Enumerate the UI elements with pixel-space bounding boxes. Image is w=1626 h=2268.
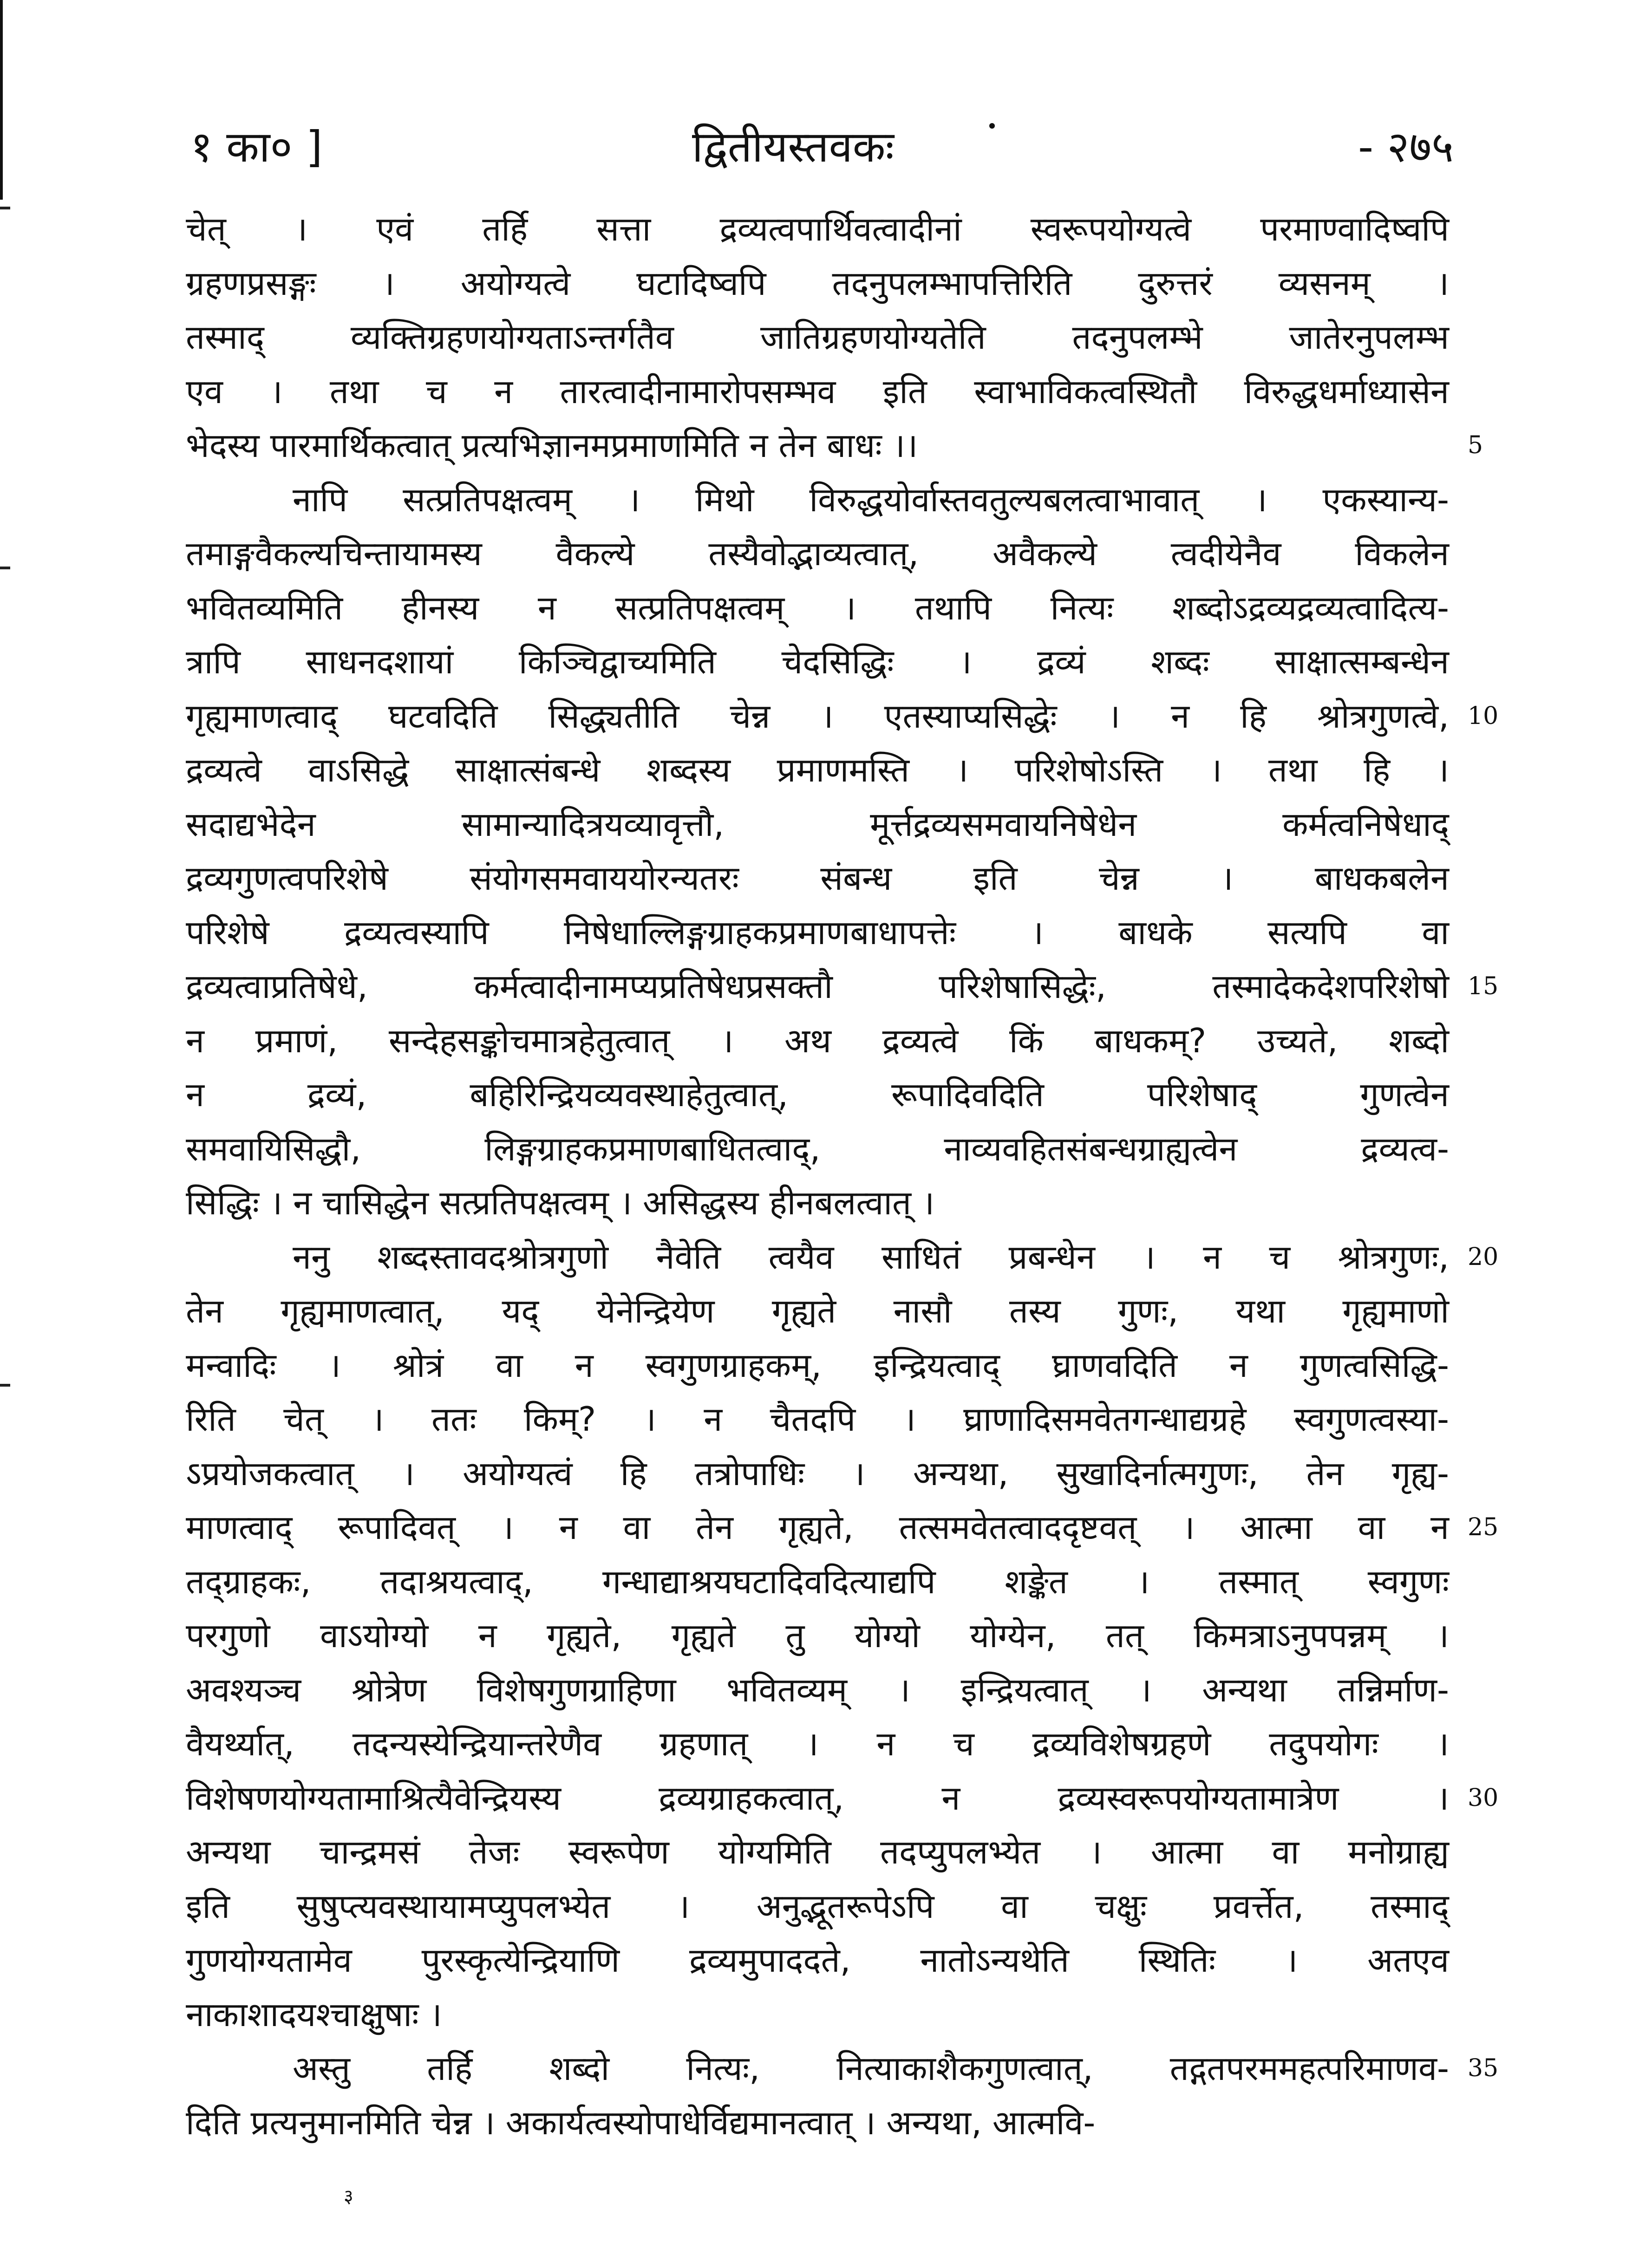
line-text: गृह्यमाणत्वाद् घटवदिति सिद्ध्यतीति चेन्न । एतस्याप्यसिद्धेः । न हि श्रोत्रगुणत्वे, [186, 696, 1449, 736]
line-text: परिशेषे द्रव्यत्वस्यापि निषेधाल्लिङ्गग्राहकप्रमाणबाधापत्तेः । बाधके सत्यपि वा [186, 912, 1449, 952]
line-text: रिति चेत् । ततः किम्? । न चैतदपि । घ्राणादिसमवेतगन्धाद्यग्रहे स्वगुणत्वस्या- [186, 1400, 1449, 1439]
page-edge-line [0, 0, 3, 200]
page-header [190, 116, 1454, 176]
text-line [186, 635, 1449, 689]
line-number: 30 [1468, 1784, 1499, 1812]
text-line [186, 256, 1449, 311]
line-number: 20 [1468, 1243, 1499, 1271]
line-text: माणत्वाद् रूपादिवत् । न वा तेन गृह्यते, तत्समवेतत्वाददृष्टवत् । आत्मा वा न [186, 1508, 1449, 1547]
text-line [186, 1068, 1449, 1122]
line-text: वैयर्थ्यात्, तदन्यस्येन्द्रियान्तरेणैव ग्रहणात् । न च द्रव्यविशेषग्रहणे तदुपयोगः । [186, 1724, 1449, 1763]
text-line [186, 1176, 1449, 1230]
text-line [186, 1014, 1449, 1068]
text-line [186, 581, 1449, 635]
text-line [186, 365, 1449, 419]
line-text: एव । तथा च न तारत्वादीनामारोपसम्भव इति स्वाभाविकत्वस्थितौ विरुद्धधर्माध्यासेन [186, 371, 1449, 411]
text-line [186, 202, 1449, 256]
text-line [186, 1933, 1449, 1988]
line-text: तेन गृह्यमाणत्वात्, यद् येनेन्द्रियेण गृह्यते नासौ तस्य गुणः, यथा गृह्यमाणो [186, 1291, 1449, 1330]
line-text: ऽप्रयोजकत्वात् । अयोग्यत्वं हि तत्रोपाधिः । अन्यथा, सुखादिर्नात्मगुणः, तेन गृह्य- [186, 1453, 1449, 1493]
page-title: द्वितीयस्तवकः [692, 122, 894, 172]
line-text: तस्माद् व्यक्तिग्रहणयोग्यताऽन्तर्गतैव जातिग्रहणयोग्यतेति तदनुपलम्भे जातेरनुपलम्भ [186, 318, 1449, 357]
text-line [186, 1663, 1449, 1717]
text-line [186, 1230, 1499, 1284]
line-text: नापि सत्प्रतिपक्षत्वम् । मिथो विरुद्धयोर्वास्तवतुल्यबलत्वाभावात् । एकस्यान्य- [293, 480, 1449, 519]
line-text: मन्वादिः । श्रोत्रं वा न स्वगुणग्राहकम्, इन्द्रियत्वाद् घ्राणवदिति न गुणत्वसिद्धि- [186, 1345, 1449, 1385]
line-number: 35 [1468, 2054, 1499, 2082]
line-text: भेदस्य पारमार्थिकत्वात् प्रत्यभिज्ञानमप्रमाणमिति न तेन बाधः ।। [186, 426, 918, 465]
line-number: 10 [1468, 702, 1499, 730]
line-text: इति सुषुप्त्यवस्थायामप्युपलभ्येत । अनुद्भूतरूपेऽपि वा चक्षुः प्रवर्त्तेत, तस्माद् [186, 1886, 1449, 1926]
text-line [186, 527, 1449, 581]
text-line [186, 473, 1449, 527]
text-line [186, 1555, 1449, 1609]
line-text: नाकाशादयश्चाक्षुषाः । [186, 1994, 442, 2034]
text-line [186, 2041, 1499, 2096]
text-line [186, 689, 1499, 743]
text-line [186, 1771, 1499, 1825]
line-text: ग्रहणप्रसङ्गः । अयोग्यत्वे घटादिष्वपि तदनुपलम्भापत्तिरिति दुरुत्तरं व्यसनम् । [186, 263, 1449, 303]
line-number: 15 [1468, 972, 1499, 1000]
text-line [186, 1879, 1449, 1934]
line-text: त्रापि साधनदशायां किञ्चिद्वाच्यमिति चेदसिद्धिः । द्रव्यं शब्दः साक्षात्सम्बन्धेन [186, 642, 1449, 681]
text-line [186, 959, 1499, 1014]
footer-mark: ३ [344, 2186, 353, 2207]
line-text: अन्यथा चान्द्रमसं तेजः स्वरूपेण योग्यमिति तदप्युपलभ्येत । आत्मा वा मनोग्राह्य [186, 1832, 1449, 1871]
line-text: सिद्धिः । न चासिद्धेन सत्प्रतिपक्षत्वम् । असिद्धस्य हीनबलत्वात् । [186, 1183, 935, 1222]
margin-mark [0, 567, 10, 569]
text-line [186, 1825, 1449, 1879]
line-text: न द्रव्यं, बहिरिन्द्रियव्यवस्थाहेतुत्वात्, रूपादिवदिति परिशेषाद् गुणत्वेन [186, 1075, 1449, 1114]
text-line [186, 1338, 1449, 1393]
line-text: न प्रमाणं, सन्देहसङ्कोचमात्रहेतुत्वात् । अथ द्रव्यत्वे किं बाधकम्? उच्यते, शब्दो [186, 1021, 1449, 1060]
line-text: दिति प्रत्यनुमानमिति चेन्न । अकार्यत्वस्योपाधेर्विद्यमानत्वात् । अन्यथा, आत्मवि- [186, 2103, 1096, 2142]
body-text [186, 202, 1499, 2150]
text-line [186, 1988, 1449, 2042]
text-line [186, 1447, 1449, 1501]
line-text: समवायिसिद्धौ, लिङ्गग्राहकप्रमाणबाधितत्वाद्, नाव्यवहितसंबन्धग्राह्यत्वेन द्रव्यत्व- [186, 1129, 1449, 1168]
line-text: अस्तु तर्हि शब्दो नित्यः, नित्याकाशैकगुणत्वात्, तद्गतपरममहत्परिमाणव- [293, 2049, 1449, 2088]
text-line [186, 906, 1449, 960]
text-line [186, 851, 1449, 906]
line-text: तद्ग्राहकः, तदाश्रयत्वाद्, गन्धाद्याश्रयघटादिवदित्याद्यपि शङ्केत । तस्मात् स्वगुणः [186, 1562, 1449, 1601]
text-line [186, 2096, 1449, 2150]
page-number: - २७५ [1358, 122, 1454, 172]
line-text: द्रव्यत्वे वाऽसिद्धे साक्षात्संबन्धे शब्दस्य प्रमाणमस्ति । परिशेषोऽस्ति । तथा हि । [186, 750, 1449, 789]
line-text: चेत् । एवं तर्हि सत्ता द्रव्यत्वपार्थिवत्वादीनां स्वरूपयोग्यत्वे परमाण्वादिष्वपि [186, 209, 1449, 248]
line-text: परगुणो वाऽयोग्यो न गृह्यते, गृह्यते तु योग्यो योग्येन, तत् किमत्राऽनुपपन्नम् । [186, 1616, 1449, 1655]
text-line [186, 797, 1449, 852]
line-text: गुणयोग्यतामेव पुरस्कृत्येन्द्रियाणि द्रव्यमुपाददते, नातोऽन्यथेति स्थितिः । अतएव [186, 1941, 1449, 1980]
chapter-marker: १ का० ] [190, 122, 323, 172]
text-line [186, 310, 1449, 365]
text-line [186, 1284, 1449, 1338]
line-text: अवश्यञ्च श्रोत्रेण विशेषगुणग्राहिणा भवितव्यम् । इन्द्रियत्वात् । अन्यथा तन्निर्माण- [186, 1670, 1449, 1709]
text-line [186, 418, 1483, 473]
line-text: तमाङ्गवैकल्यचिन्तायामस्य वैकल्ये तस्यैवोद्भाव्यत्वात्, अवैकल्ये त्वदीयेनैव विकलेन [186, 534, 1449, 573]
text-line [186, 1500, 1499, 1555]
text-line [186, 1609, 1449, 1663]
line-number: 25 [1468, 1513, 1499, 1541]
line-text: भवितव्यमिति हीनस्य न सत्प्रतिपक्षत्वम् । तथापि नित्यः शब्दोऽद्रव्यद्रव्यत्वादित्य- [186, 588, 1449, 627]
line-number: 5 [1468, 431, 1483, 459]
text-line [186, 1392, 1449, 1447]
line-text: विशेषणयोग्यतामाश्रित्यैवेन्द्रियस्य द्रव्यग्राहकत्वात्, न द्रव्यस्वरूपयोग्यतामात्रेण । [186, 1778, 1449, 1818]
text-line [186, 1122, 1449, 1176]
margin-mark [0, 1384, 10, 1387]
text-line [186, 1717, 1449, 1771]
line-text: द्रव्यगुणत्वपरिशेषे संयोगसमवाययोरन्यतरः संबन्ध इति चेन्न । बाधकबलेन [186, 859, 1449, 898]
line-text: ननु शब्दस्तावदश्रोत्रगुणो नैवेति त्वयैव साधितं प्रबन्धेन । न च श्रोत्रगुणः, [293, 1237, 1449, 1277]
text-line [186, 743, 1449, 797]
margin-mark [0, 207, 10, 209]
line-text: द्रव्यत्वाप्रतिषेधे, कर्मत्वादीनामप्यप्रतिषेधप्रसक्तौ परिशेषासिद्धेः, तस्मादेकदेशपरिशेषो [186, 967, 1449, 1006]
line-text: सदाद्यभेदेन सामान्यादित्रयव्यावृत्तौ, मूर्त्तद्रव्यसमवायनिषेधेन कर्मत्वनिषेधाद् [186, 804, 1449, 844]
